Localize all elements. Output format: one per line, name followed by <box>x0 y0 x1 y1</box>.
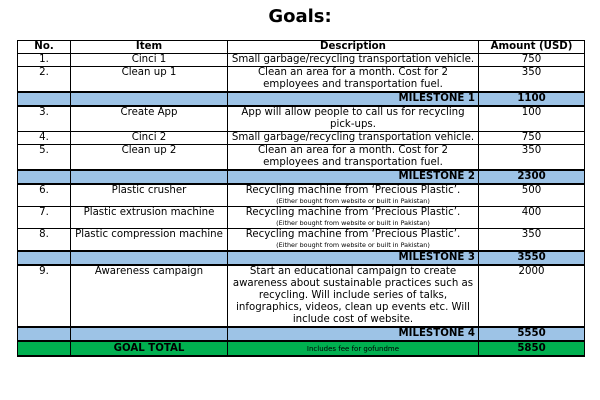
row-description <box>228 184 479 207</box>
row-item: Cinci 1 <box>71 54 228 67</box>
row-item: Clean up 2 <box>71 145 228 171</box>
row-amount: 2000 <box>479 265 585 327</box>
row-amount: 400 <box>479 207 585 229</box>
row-item: Awareness campaign <box>71 265 228 327</box>
row-no: 5. <box>18 145 71 171</box>
row-no: 6. <box>18 184 71 207</box>
goal-total-note: Includes fee for gofundme <box>306 344 400 353</box>
row-amount: 750 <box>479 54 585 67</box>
table-row <box>18 67 585 93</box>
table-row <box>18 54 585 67</box>
row-description: Start an educational campaign to create awareness about sustainable practices such as recycling. Will include series of talks, infographics, videos, clean up events etc. Will include cost of website. <box>228 265 479 327</box>
milestone-row <box>18 327 585 341</box>
row-description <box>228 229 479 252</box>
milestone-row <box>18 251 585 265</box>
milestone-row <box>18 92 585 106</box>
row-amount: 350 <box>479 145 585 171</box>
row-item: Plastic crusher <box>71 184 228 207</box>
row-amount: 750 <box>479 132 585 145</box>
row-item: Plastic compression machine <box>71 229 228 252</box>
row-description-note: (Either bought from website or built in Pakistan) <box>276 219 430 227</box>
row-no: 2. <box>18 67 71 93</box>
goal-total-row <box>18 341 585 356</box>
row-no: 8. <box>18 229 71 252</box>
milestone-label: MILESTONE 1 <box>228 92 479 106</box>
row-description-note: (Either bought from website or built in Pakistan) <box>276 197 430 205</box>
page-title: Goals: <box>268 6 332 27</box>
header-description: Description <box>228 41 479 54</box>
goal-total-note-cell <box>228 341 479 356</box>
row-item: Clean up 1 <box>71 67 228 93</box>
row-amount: 100 <box>479 106 585 132</box>
milestone-label: MILESTONE 3 <box>228 251 479 265</box>
goal-total-label: GOAL TOTAL <box>71 341 228 356</box>
row-no: 4. <box>18 132 71 145</box>
table-row <box>18 265 585 327</box>
goal-total-amount: 5850 <box>479 341 585 356</box>
header-amount: Amount (USD) <box>479 41 585 54</box>
row-amount: 350 <box>479 67 585 93</box>
row-item: Cinci 2 <box>71 132 228 145</box>
row-description-text: Recycling machine from ‘Precious Plastic’. <box>245 207 461 218</box>
table-row <box>18 229 585 252</box>
row-item: Plastic extrusion machine <box>71 207 228 229</box>
header-row <box>18 41 585 54</box>
row-description: Clean an area for a month. Cost for 2 employees and transportation fuel. <box>228 145 479 171</box>
header-item: Item <box>71 41 228 54</box>
milestone-amount: 5550 <box>479 327 585 341</box>
row-description-text: Recycling machine from ‘Precious Plastic’. <box>245 229 461 240</box>
table-row <box>18 106 585 132</box>
milestone-blank <box>71 251 228 265</box>
milestone-blank <box>71 92 228 106</box>
row-amount: 500 <box>479 184 585 207</box>
row-description <box>228 207 479 229</box>
row-description-text: Recycling machine from ‘Precious Plastic’. <box>245 185 461 196</box>
milestone-blank <box>18 170 71 184</box>
row-description: Small garbage/recycling transportation vehicle. <box>228 132 479 145</box>
row-no: 3. <box>18 106 71 132</box>
milestone-label: MILESTONE 2 <box>228 170 479 184</box>
milestone-blank <box>18 92 71 106</box>
milestone-blank <box>71 170 228 184</box>
milestone-blank <box>18 327 71 341</box>
milestone-blank <box>71 327 228 341</box>
milestone-amount: 1100 <box>479 92 585 106</box>
row-no: 9. <box>18 265 71 327</box>
milestone-row <box>18 170 585 184</box>
table-row <box>18 207 585 229</box>
table-row <box>18 184 585 207</box>
milestone-label: MILESTONE 4 <box>228 327 479 341</box>
row-description: App will allow people to call us for recycling pick-ups. <box>228 106 479 132</box>
total-blank <box>18 341 71 356</box>
row-amount: 350 <box>479 229 585 252</box>
row-description: Clean an area for a month. Cost for 2 employees and transportation fuel. <box>228 67 479 93</box>
row-item: Create App <box>71 106 228 132</box>
row-description: Small garbage/recycling transportation vehicle. <box>228 54 479 67</box>
header-no: No. <box>18 41 71 54</box>
table-row <box>18 132 585 145</box>
table-row <box>18 145 585 171</box>
milestone-blank <box>18 251 71 265</box>
row-no: 1. <box>18 54 71 67</box>
milestone-amount: 3550 <box>479 251 585 265</box>
row-no: 7. <box>18 207 71 229</box>
row-description-note: (Either bought from website or built in Pakistan) <box>276 241 430 249</box>
goals-table <box>17 40 585 357</box>
milestone-amount: 2300 <box>479 170 585 184</box>
